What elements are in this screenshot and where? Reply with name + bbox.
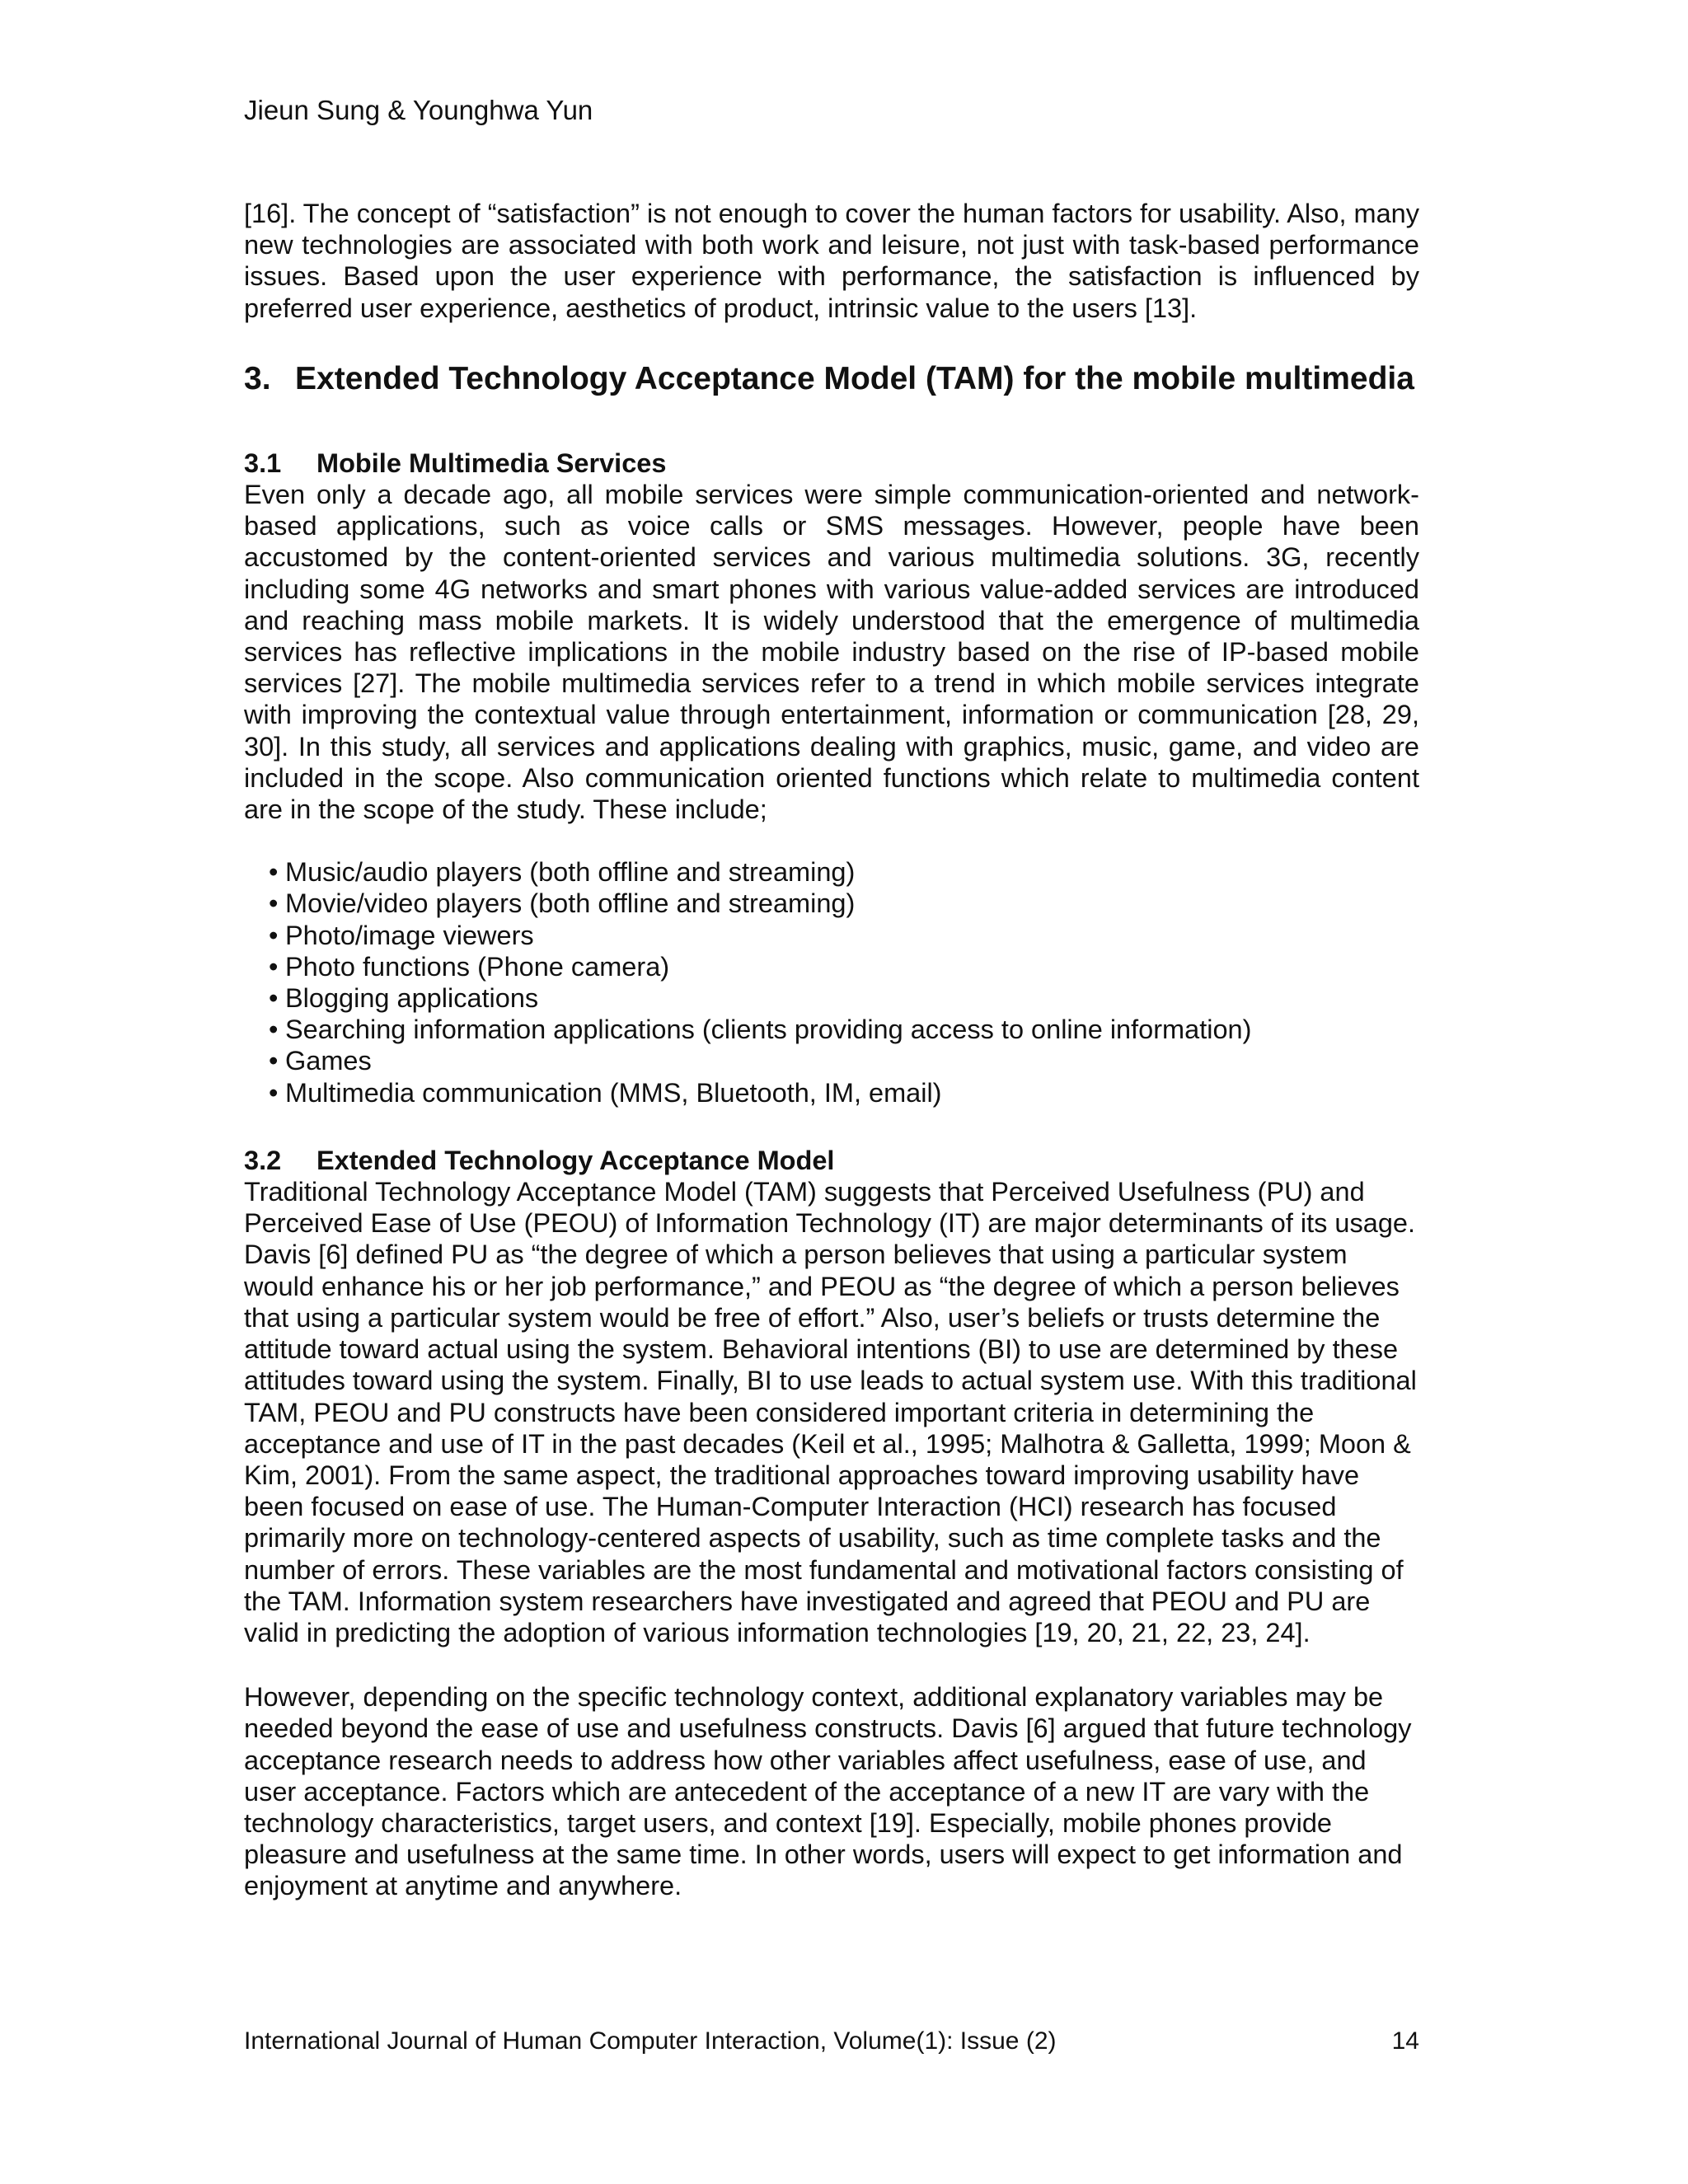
bullet-icon: • — [269, 951, 279, 982]
running-footer — [244, 2026, 1419, 2057]
section-3-2-paragraph-1: Traditional Technology Acceptance Model (TAM) suggests that Perceived Usefulness (PU) and Perceived Ease of Use (PEOU) of Information Technology (IT) are major determinants of its usage. Davis [6] defined PU as “the degree of which a person believes that using a particular system would enhance his or her job performance,” and PEOU as “the degree of which a person believes that using a particular system would be free of effort.” Also, user’s beliefs or trusts determine the attitude toward actual using the system. Behavioral intentions (BI) to use are determined by these attitudes toward using the system. Finally, BI to use leads to actual system use. With this traditional TAM, PEOU and PU constructs have been considered important criteria in determining the acceptance and use of IT in the past decades (Keil et al., 1995; Malhotra & Galletta, 1999; Moon & Kim, 2001). From the same aspect, the traditional approaches toward improving usability have been focused on ease of use. The Human-Computer Interaction (HCI) research has focused primarily more on technology-centered aspects of usability, such as time complete tasks and the number of errors. These variables are the most fundamental and motivational factors consisting of the TAM. Information system researchers have investigated and agreed that PEOU and PU are valid in predicting the adoption of various information technologies [19, 20, 21, 22, 23, 24]. — [244, 1177, 1417, 1647]
list-item-text: Photo functions (Phone camera) — [285, 951, 670, 982]
bullet-icon: • — [269, 983, 279, 1014]
bullet-icon: • — [269, 888, 279, 919]
list-item-text: Photo/image viewers — [285, 920, 534, 950]
list-item-text: Music/audio players (both offline and streaming) — [285, 857, 856, 888]
section-3-2-paragraph-2: However, depending on the specific technology context, additional explanatory variables may be needed beyond the ease of use and usefulness constructs. Davis [6] argued that future technology acceptance research needs to address how other variables affect usefulness, ease of use, and user acceptance. Factors which are antecedent of the acceptance of a new IT are vary with the technology characteristics, target users, and context [19]. Especially, mobile phones provide pleasure and usefulness at the same time. In other words, users will expect to get information and enjoyment at anytime and anywhere. — [244, 1682, 1412, 1901]
section-3-2-heading — [244, 1145, 1419, 1176]
list-item-text: Searching information applications (clients providing access to online information) — [285, 1015, 1252, 1045]
list-item — [269, 951, 1419, 982]
section-3-2-number: 3.2 — [244, 1145, 282, 1175]
section-3-1-number: 3.1 — [244, 448, 282, 478]
body-content — [244, 198, 1419, 1902]
bullet-icon: • — [269, 1077, 279, 1108]
section-3-number: 3. — [244, 360, 271, 396]
list-item — [269, 1077, 1419, 1108]
running-header-authors: Jieun Sung & Younghwa Yun — [244, 95, 593, 125]
list-item-text: Games — [285, 1046, 372, 1076]
bullet-icon: • — [269, 920, 279, 950]
bullet-icon: • — [269, 1046, 279, 1076]
multimedia-services-list — [244, 856, 1419, 1108]
list-item — [269, 1014, 1419, 1045]
section-3-title: Extended Technology Acceptance Model (TAM) for the mobile multimedia — [295, 360, 1414, 396]
list-item — [269, 982, 1419, 1014]
section-3-1-paragraph: Even only a decade ago, all mobile services were simple communication-oriented and network-based applications, such as voice calls or SMS messages. However, people have been accustomed by the content-oriented services and various multimedia solutions. 3G, recently including some 4G networks and smart phones with various value-added services are introduced and reaching mass mobile markets. It is widely understood that the emergence of multimedia services has reflective implications in the mobile industry based on the rise of IP-based mobile services [27]. The mobile multimedia services refer to a trend in which mobile services integrate with improving the contextual value through entertainment, information or communication [28, 29, 30]. In this study, all services and applications dealing with graphics, music, game, and video are included in the scope. Also communication oriented functions which relate to multimedia content are in the scope of the study. These include; — [244, 480, 1419, 825]
list-item-text: Movie/video players (both offline and streaming) — [285, 888, 856, 919]
footer-journal-citation: International Journal of Human Computer Interaction, Volume(1): Issue (2) — [244, 2027, 1057, 2055]
footer-page-number: 14 — [1391, 2027, 1419, 2055]
list-item — [269, 1045, 1419, 1076]
list-item — [269, 856, 1419, 888]
section-3-2-title: Extended Technology Acceptance Model — [316, 1145, 835, 1175]
bullet-icon: • — [269, 857, 279, 888]
list-item-text: Blogging applications — [285, 983, 539, 1014]
bullet-icon: • — [269, 1015, 279, 1045]
section-3-1-heading — [244, 448, 1419, 479]
list-item — [269, 920, 1419, 951]
list-item-text: Multimedia communication (MMS, Bluetooth, IM, email) — [285, 1077, 942, 1108]
list-item — [269, 888, 1419, 919]
intro-paragraph: [16]. The concept of “satisfaction” is not enough to cover the human factors for usability. Also, many new technologies are associated with both work and leisure, not just with task-based performance issues. Based upon the user experience with performance, the satisfaction is influenced by preferred user experience, aesthetics of product, intrinsic value to the users [13]. — [244, 199, 1419, 323]
section-3-1-title: Mobile Multimedia Services — [316, 448, 667, 478]
section-3-heading — [244, 360, 1419, 398]
